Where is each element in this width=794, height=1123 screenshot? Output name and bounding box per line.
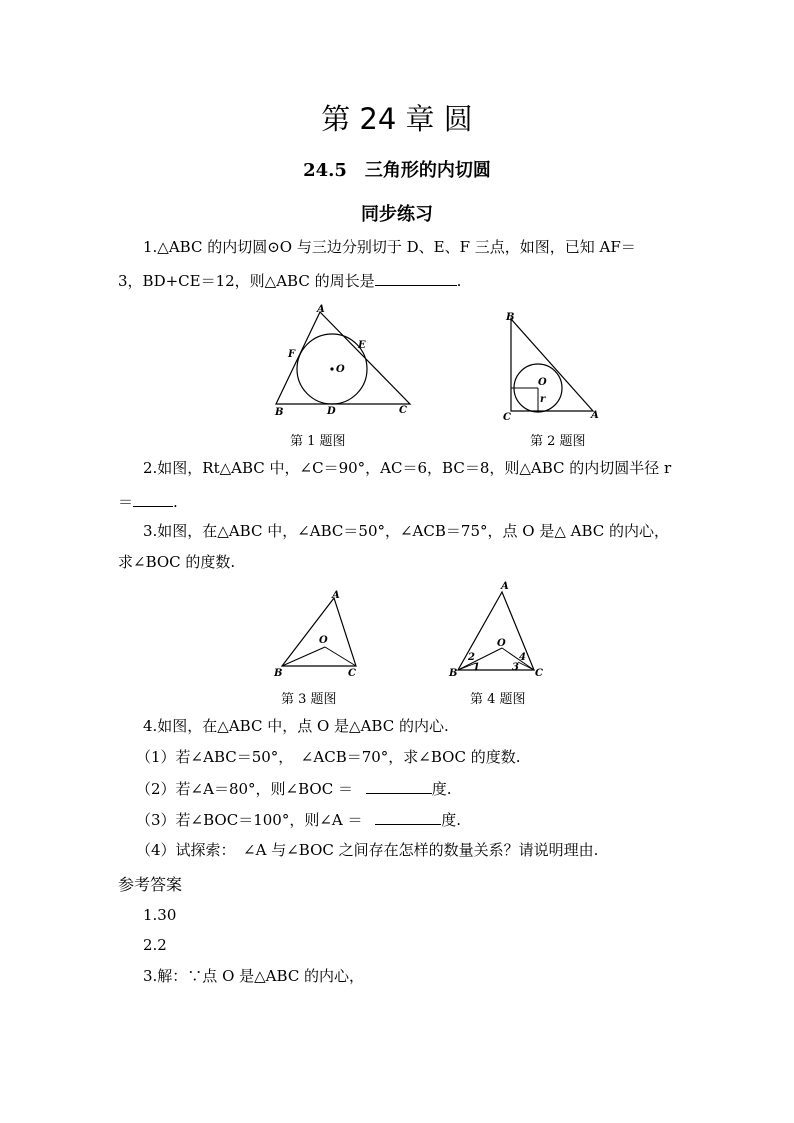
fig1-center-dot [330, 367, 333, 370]
q3-line2: 求∠BOC 的度数. [118, 553, 236, 571]
q4-stem: 4.如图，在△ABC 中，点 O 是△ABC 的内心. [143, 717, 449, 735]
q3-line1: 3.如图，在△ABC 中，∠ABC＝50°，∠ACB＝75°，点 O 是△ ABC 的内心， [143, 522, 669, 540]
q2-line2-end: . [173, 493, 178, 511]
q4-part3-end: 度. [441, 811, 462, 829]
fig4-label-b: B [449, 668, 458, 679]
figure-3-diagram [270, 588, 370, 680]
answer-2: 2.2 [143, 936, 167, 954]
fig4-label-3: 3 [512, 662, 519, 673]
figure-3-caption: 第 3 题图 [281, 692, 337, 707]
q2-answer-blank[interactable] [133, 492, 173, 507]
figure-4-diagram [446, 578, 550, 682]
q1-line2 [118, 271, 461, 290]
figure-1-diagram [266, 300, 422, 420]
fig4-label-4: 4 [519, 652, 526, 663]
figure-4-caption: 第 4 题图 [470, 692, 526, 707]
q4-part2-end: 度. [431, 780, 452, 798]
q2-line1: 2.如图，Rt△ABC 中，∠C＝90°，AC＝6，BC＝8，则△ABC 的内切圆半径 r [143, 459, 672, 477]
fig1-triangle [276, 312, 410, 404]
section-title: 24.5 三角形的内切圆 [303, 160, 491, 181]
answer-1: 1.30 [143, 906, 177, 924]
q4-part4: （4）试探索： ∠A 与∠BOC 之间存在怎样的数量关系？请说明理由. [136, 841, 599, 859]
fig1-label-b: B [275, 407, 284, 418]
q4-part2-text: （2）若∠A＝80°，则∠BOC ＝ [136, 780, 353, 798]
fig2-triangle [511, 319, 593, 411]
fig3-label-o: O [319, 635, 328, 646]
q4-part3-blank[interactable] [375, 810, 441, 825]
fig3-triangle [282, 598, 356, 666]
q1-answer-blank[interactable] [375, 271, 457, 286]
fig1-label-c: C [399, 405, 407, 416]
fig3-label-b: B [274, 668, 283, 679]
fig2-label-c: C [503, 412, 511, 423]
q2-line2-text: ＝ [118, 493, 134, 511]
fig1-label-a: A [317, 304, 325, 315]
fig1-label-o: O [336, 364, 345, 375]
fig3-label-a: A [332, 590, 340, 601]
q4-part1: （1）若∠ABC＝50°， ∠ACB＝70°，求∠BOC 的度数. [136, 748, 521, 766]
fig2-label-o: O [538, 377, 547, 388]
answer-3: 3.解：∵点 O 是△ABC 的内心， [143, 967, 365, 985]
figure-2-diagram [498, 306, 618, 428]
fig1-label-d: D [327, 406, 336, 417]
q1-line2-end: . [456, 272, 462, 290]
fig2-label-b: B [506, 312, 515, 323]
fig4-label-a: A [501, 581, 509, 592]
q2-line2 [118, 492, 178, 511]
fig3-bo [282, 647, 325, 666]
figure-1-caption: 第 1 题图 [290, 434, 346, 449]
fig1-label-e: E [358, 340, 366, 351]
fig2-label-r: r [540, 394, 546, 405]
fig4-label-2: 2 [468, 652, 475, 663]
answers-heading: 参考答案 [118, 875, 183, 894]
fig4-label-1: 1 [473, 662, 480, 673]
fig2-label-a: A [591, 410, 599, 421]
q1-line2-text: 3，BD+CE＝12，则△ABC 的周长是 [118, 272, 375, 290]
fig4-label-o: O [497, 638, 506, 649]
fig3-label-c: C [348, 668, 356, 679]
subtitle: 同步练习 [361, 204, 433, 225]
chapter-title: 第 24 章 圆 [321, 102, 473, 136]
q4-part2 [136, 779, 452, 798]
q4-part3-text: （3）若∠BOC＝100°，则∠A ＝ [136, 811, 363, 829]
q4-part3 [136, 810, 461, 829]
q1-line1: 1.△ABC 的内切圆⊙O 与三边分别切于 D、E、F 三点，如图，已知 AF＝ [143, 238, 636, 256]
figure-2-caption: 第 2 题图 [530, 434, 586, 449]
q4-part2-blank[interactable] [366, 779, 432, 794]
fig4-label-c: C [535, 668, 543, 679]
fig1-label-f: F [288, 349, 296, 360]
